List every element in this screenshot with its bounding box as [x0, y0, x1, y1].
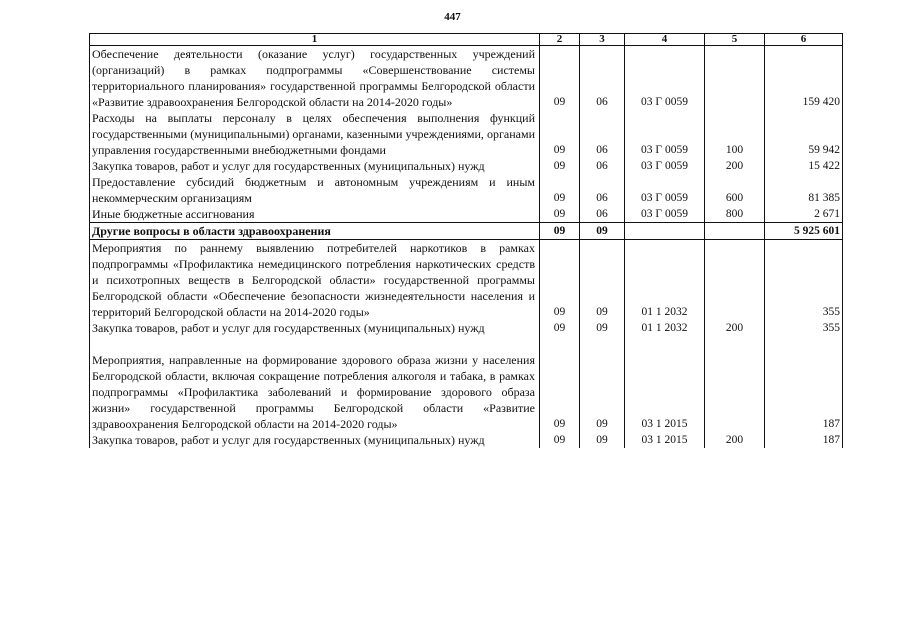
table-row: [90, 320, 843, 336]
row-target-article: 03 1 2015: [625, 432, 705, 448]
row-amount: 187: [765, 352, 843, 432]
row-section-code: 09: [540, 46, 580, 111]
row-expense-type: [705, 240, 765, 321]
row-description: Закупка товаров, работ и услуг для государственных (муниципальных) нужд: [90, 320, 540, 336]
row-amount: 15 422: [765, 158, 843, 174]
row-subsection-code: 09: [580, 352, 625, 432]
row-section-code: 09: [540, 240, 580, 321]
row-target-article: 03 Г 0059: [625, 110, 705, 158]
row-subsection-code: 06: [580, 158, 625, 174]
row-expense-type: [705, 352, 765, 432]
row-expense-type: 800: [705, 206, 765, 223]
row-amount: 355: [765, 320, 843, 336]
row-subsection-code: 09: [580, 432, 625, 448]
row-target-article: 01 1 2032: [625, 240, 705, 321]
row-target-article: 03 Г 0059: [625, 206, 705, 223]
row-subsection-code: 09: [580, 240, 625, 321]
row-section-code: 09: [540, 352, 580, 432]
row-target-article: 03 Г 0059: [625, 46, 705, 111]
table-row: [90, 352, 843, 432]
row-description: Иные бюджетные ассигнования: [90, 206, 540, 223]
row-subsection-code: 09: [580, 320, 625, 336]
table-row-section-total: [90, 223, 843, 240]
row-amount: 355: [765, 240, 843, 321]
table-row: [90, 174, 843, 206]
row-description: Другие вопросы в области здравоохранения: [90, 223, 540, 240]
column-header-target-article: 4: [625, 34, 705, 46]
row-description: Закупка товаров, работ и услуг для государственных (муниципальных) нужд: [90, 158, 540, 174]
row-amount: 2 671: [765, 206, 843, 223]
row-expense-type: 200: [705, 432, 765, 448]
row-target-article: [625, 223, 705, 240]
row-amount: 5 925 601: [765, 223, 843, 240]
table-row: [90, 432, 843, 448]
row-subsection-code: 06: [580, 206, 625, 223]
row-section-code: 09: [540, 174, 580, 206]
row-description: Обеспечение деятельности (оказание услуг) государственных учреждений (организаций) в рамках подпрограммы «Совершенствование системы территориального планирования» государственной программы Белгородской области «Развитие здравоохранения Белгородской области на 2014-2020 годы»: [90, 46, 540, 111]
row-subsection-code: 06: [580, 46, 625, 111]
row-expense-type: [705, 223, 765, 240]
row-expense-type: 100: [705, 110, 765, 158]
row-section-code: 09: [540, 158, 580, 174]
row-description: Мероприятия по раннему выявлению потребителей наркотиков в рамках подпрограммы «Профилактика немедицинского потребления наркотических средств и психотропных веществ в Белгородской области» государственной программы Белгородской области «Обеспечение безопасности жизнедеятельности населения и территорий Белгородской области на 2014-2020 годы»: [90, 240, 540, 321]
row-expense-type: 200: [705, 158, 765, 174]
row-subsection-code: 09: [580, 223, 625, 240]
row-amount: 187: [765, 432, 843, 448]
row-expense-type: 200: [705, 320, 765, 336]
table-row: [90, 206, 843, 223]
row-description: Предоставление субсидий бюджетным и автономным учреждениям и иным некоммерческим организациям: [90, 174, 540, 206]
table-row: [90, 240, 843, 321]
row-section-code: 09: [540, 206, 580, 223]
row-expense-type: [705, 46, 765, 111]
column-header-subsection: 3: [580, 34, 625, 46]
row-amount: 59 942: [765, 110, 843, 158]
row-target-article: 03 1 2015: [625, 352, 705, 432]
row-amount: 159 420: [765, 46, 843, 111]
row-subsection-code: 06: [580, 174, 625, 206]
table-spacer-row: [90, 336, 843, 352]
row-description: Закупка товаров, работ и услуг для государственных (муниципальных) нужд: [90, 432, 540, 448]
table-row: [90, 158, 843, 174]
budget-table: [89, 33, 843, 448]
column-header-section: 2: [540, 34, 580, 46]
row-description: Расходы на выплаты персоналу в целях обеспечения выполнения функций государственными (муниципальными) органами, казенными учреждениями, органами управления государственными внебюджетными фондами: [90, 110, 540, 158]
row-section-code: 09: [540, 432, 580, 448]
row-amount: 81 385: [765, 174, 843, 206]
table-row: [90, 110, 843, 158]
table-row: [90, 46, 843, 111]
row-target-article: 03 Г 0059: [625, 174, 705, 206]
row-expense-type: 600: [705, 174, 765, 206]
row-target-article: 03 Г 0059: [625, 158, 705, 174]
column-header-expense-type: 5: [705, 34, 765, 46]
row-section-code: 09: [540, 320, 580, 336]
header-row: [90, 34, 843, 46]
column-header-name: 1: [90, 34, 540, 46]
row-subsection-code: 06: [580, 110, 625, 158]
row-description: Мероприятия, направленные на формирование здорового образа жизни у населения Белгородской области, включая сокращение потребления алкоголя и табака, в рамках подпрограммы «Профилактика заболеваний и формирование здорового образа жизни» государственной программы Белгородской области «Развитие здравоохранения Белгородской области на 2014-2020 годы»: [90, 352, 540, 432]
column-header-amount: 6: [765, 34, 843, 46]
row-target-article: 01 1 2032: [625, 320, 705, 336]
row-section-code: 09: [540, 110, 580, 158]
row-section-code: 09: [540, 223, 580, 240]
page-number: 447: [444, 11, 461, 23]
